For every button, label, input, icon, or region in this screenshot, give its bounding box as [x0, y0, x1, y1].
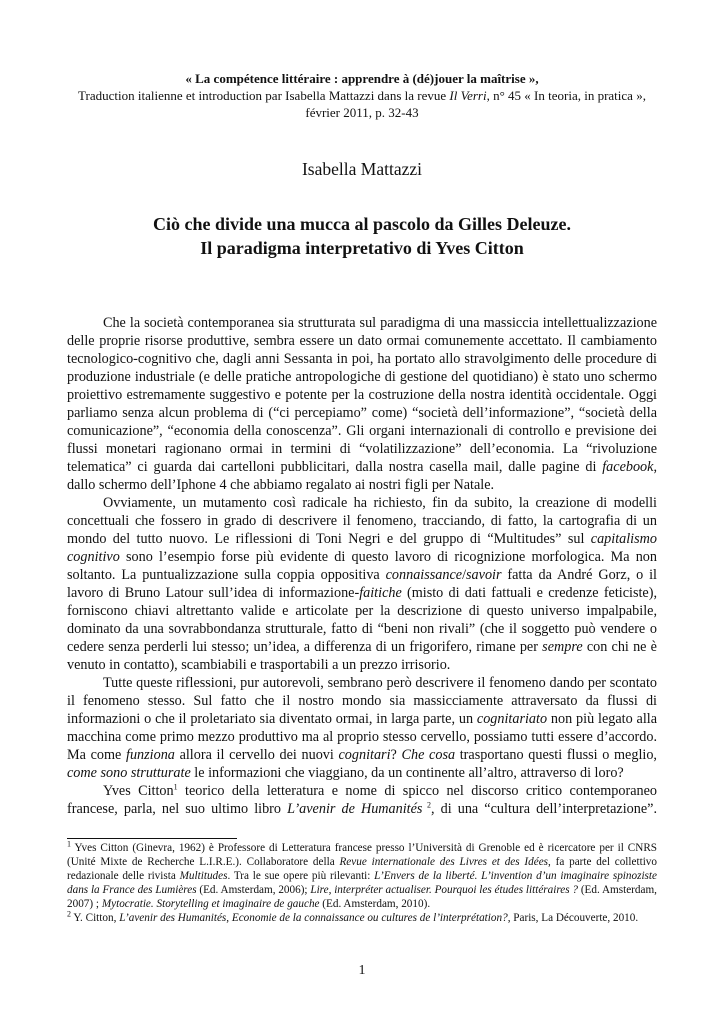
- paragraph-2: [67, 494, 657, 674]
- italic-run: faitiche: [359, 585, 402, 601]
- footnote-ref-2[interactable]: 2: [422, 800, 431, 810]
- footnote-number: 2: [67, 909, 71, 919]
- italic-run: facebook: [602, 459, 654, 475]
- footnote-2: [67, 911, 657, 925]
- text-run: , Paris, La Découverte, 2010.: [507, 912, 639, 924]
- text-run: (misto di dati fattuali e credenze feticiste), forniscono chiavi altrettanto valide e articolate per la descrizione di questo universo impalpabile, dominato da una sovrabbondanza strutturale, fatto di “beni non rivali” (che il soggetto può vendere o cedere senza perderli lui stesso; un’idea, a differenza di un frigorifero, rimane per: [67, 585, 657, 655]
- author-name: Isabella Mattazzi: [301, 159, 422, 179]
- italic-run: Revue internationale des Livres et des Idées: [339, 856, 549, 868]
- text-run: fatta da André Gorz, o il lavoro di Bruno Latour sull’idea di informazione-: [67, 567, 657, 601]
- footnote-divider: [67, 838, 237, 839]
- italic-run: sempre: [542, 639, 583, 655]
- citation-title: « La compétence littéraire : apprendre à (dé)jouer la maîtrise »,: [185, 71, 539, 86]
- italic-run: cognitariato: [476, 711, 548, 727]
- italic-run: Lire, interpréter actualiser. Pourquoi les études littéraires ?: [310, 884, 579, 896]
- journal-name: Il Verri: [449, 88, 487, 103]
- italic-run: capitalismo cognitivo: [67, 531, 657, 565]
- text-run: teorico della letteratura e nome di spicco nel discorso critico contemporaneo francese, parla, nel suo ultimo libro: [67, 783, 657, 817]
- text-run: , di una “cultura dell’interpretazione”.: [431, 801, 658, 817]
- text-run: Yves Citton: [103, 783, 174, 799]
- text-run: (Ed. Amsterdam, 2007) ;: [67, 884, 657, 910]
- text-run: allora il cervello dei nuovi: [174, 747, 339, 763]
- footnote-number: 1: [67, 839, 71, 849]
- citation-source-post: , n° 45 « In teoria, in pratica », février 2011, p. 32-43: [305, 88, 646, 120]
- text-run: Yves Citton (Ginevra, 1962) è Professore di Letteratura francese presso l’Università di Grenoble ed è ricercatore per il CNRS (Unité Mixte de Recherche L.I.R.E.). Collaboratore della: [67, 842, 657, 868]
- text-run: sono l’esempio forse più evidente di questo lavoro di ricognizione morfologica. Ma non soltanto. La puntualizzazione sulla coppia oppositiva: [67, 549, 657, 583]
- text-run: Y. Citton,: [71, 912, 120, 924]
- citation-header: [67, 70, 657, 121]
- text-run: /: [462, 567, 467, 583]
- text-run: non più legato alla macchina come primo mezzo produttivo ma al proprio stesso cervello, possiamo tutti essere d’accordo. Ma come: [67, 711, 657, 763]
- italic-run: Multitudes: [179, 870, 228, 882]
- paragraph-4: [67, 782, 657, 818]
- page-number: 1: [358, 963, 366, 978]
- text-run: . Tra le sue opere più rilevanti:: [227, 870, 375, 882]
- text-run: Tutte queste riflessioni, pur autorevoli, sembrano però descrivere il fenomeno dando per scontato il fenomeno stesso. Sul fatto che il nostro mondo sia massicciamente attraversato da flussi di informazioni o che il proletariato sia diventato ormai, in larga parte, un: [67, 675, 657, 727]
- paragraph-3: [67, 674, 657, 782]
- citation-source: [67, 87, 657, 121]
- text-run: , dallo schermo dell’Iphone 4 che abbiamo regalato ai nostri figli per Natale.: [67, 459, 657, 493]
- text-run: trasportano questi flussi o meglio,: [455, 747, 657, 763]
- footnotes: [67, 841, 657, 925]
- text-run: (Ed. Amsterdam, 2006);: [196, 884, 311, 896]
- text-run: ?: [390, 747, 402, 763]
- text-run: Ovviamente, un mutamento così radicale ha richiesto, fin da subito, la creazione di modelli concettuali che fossero in grado di descrivere il fenomeno, tracciando, di fatto, la cartografia di un mondo del tutto nuovo. Le riflessioni di Toni Negri e del gruppo di “Multitudes” sul: [67, 495, 657, 547]
- citation-source-pre: Traduction italienne et introduction par Isabella Mattazzi dans la revue: [78, 88, 450, 103]
- document-page: [67, 70, 657, 925]
- text-run: Che la società contemporanea sia strutturata sul paradigma di una massiccia intellettualizzazione delle proprie risorse produttive, sembra essere un dato ormai comunemente accettato. Il cambiamento tecnologico-cognitivo che, dagli anni Sessanta in poi, ha portato allo stravolgimento delle procedure di produzione industriale (e delle pratiche antropologiche di gestione del quotidiano) è stato uno schermo proiettivo estremamente suggestivo e potente per la costruzione della nostra identità occidentale. Oggi parliamo senza alcun problema di (“ci percepiamo” come) “società dell’informazione”, “società della comunicazione”, “economia della conoscenza”. Gli organi internazionali di controllo e previsione dei flussi monetari ragionano ormai in termini di “volatilizzazione” dell’economia. La “rivoluzione telematica” ci guarda dai cartelloni pubblicitari, dalla nostra casella mail, dalle pagine di: [67, 315, 657, 475]
- text-run: le informazioni che viaggiano, da un continente all’altro, attraverso di loro?: [190, 765, 624, 781]
- title-line-2: Il paradigma interpretativo di Yves Citton: [200, 238, 524, 258]
- text-run: (Ed. Amsterdam, 2010).: [319, 898, 431, 910]
- footnote-1: [67, 841, 657, 911]
- italic-run: Che cosa: [401, 747, 456, 763]
- article-title: [67, 212, 657, 260]
- italic-run: Mytocratie. Storytelling et imaginaire de gauche: [101, 898, 320, 910]
- text-run: , fa parte del collettivo redazionale delle rivista: [67, 856, 657, 882]
- italic-run: L’avenir des Humanités, Economie de la connaissance ou cultures de l’interprétation?: [119, 912, 508, 924]
- paragraph-1: [67, 314, 657, 494]
- italic-run: cognitari: [338, 747, 391, 763]
- italic-run: connaissance: [385, 567, 463, 583]
- italic-run: funziona: [126, 747, 175, 763]
- italic-run: L’avenir de Humanités: [287, 801, 423, 817]
- title-line-1: Ciò che divide una mucca al pascolo da Gilles Deleuze.: [153, 214, 571, 234]
- italic-run: savoir: [466, 567, 502, 583]
- text-run: con chi ne è venuto in contatto), scambiabili e trasportabili a un prezzo irrisorio.: [67, 639, 657, 673]
- article-body: [67, 314, 657, 818]
- footnote-ref-1[interactable]: 1: [173, 782, 178, 792]
- italic-run: L’Envers de la liberté. L’invention d’un imaginaire spinoziste dans la France des Lumières: [67, 870, 657, 896]
- italic-run: come sono strutturate: [67, 765, 191, 781]
